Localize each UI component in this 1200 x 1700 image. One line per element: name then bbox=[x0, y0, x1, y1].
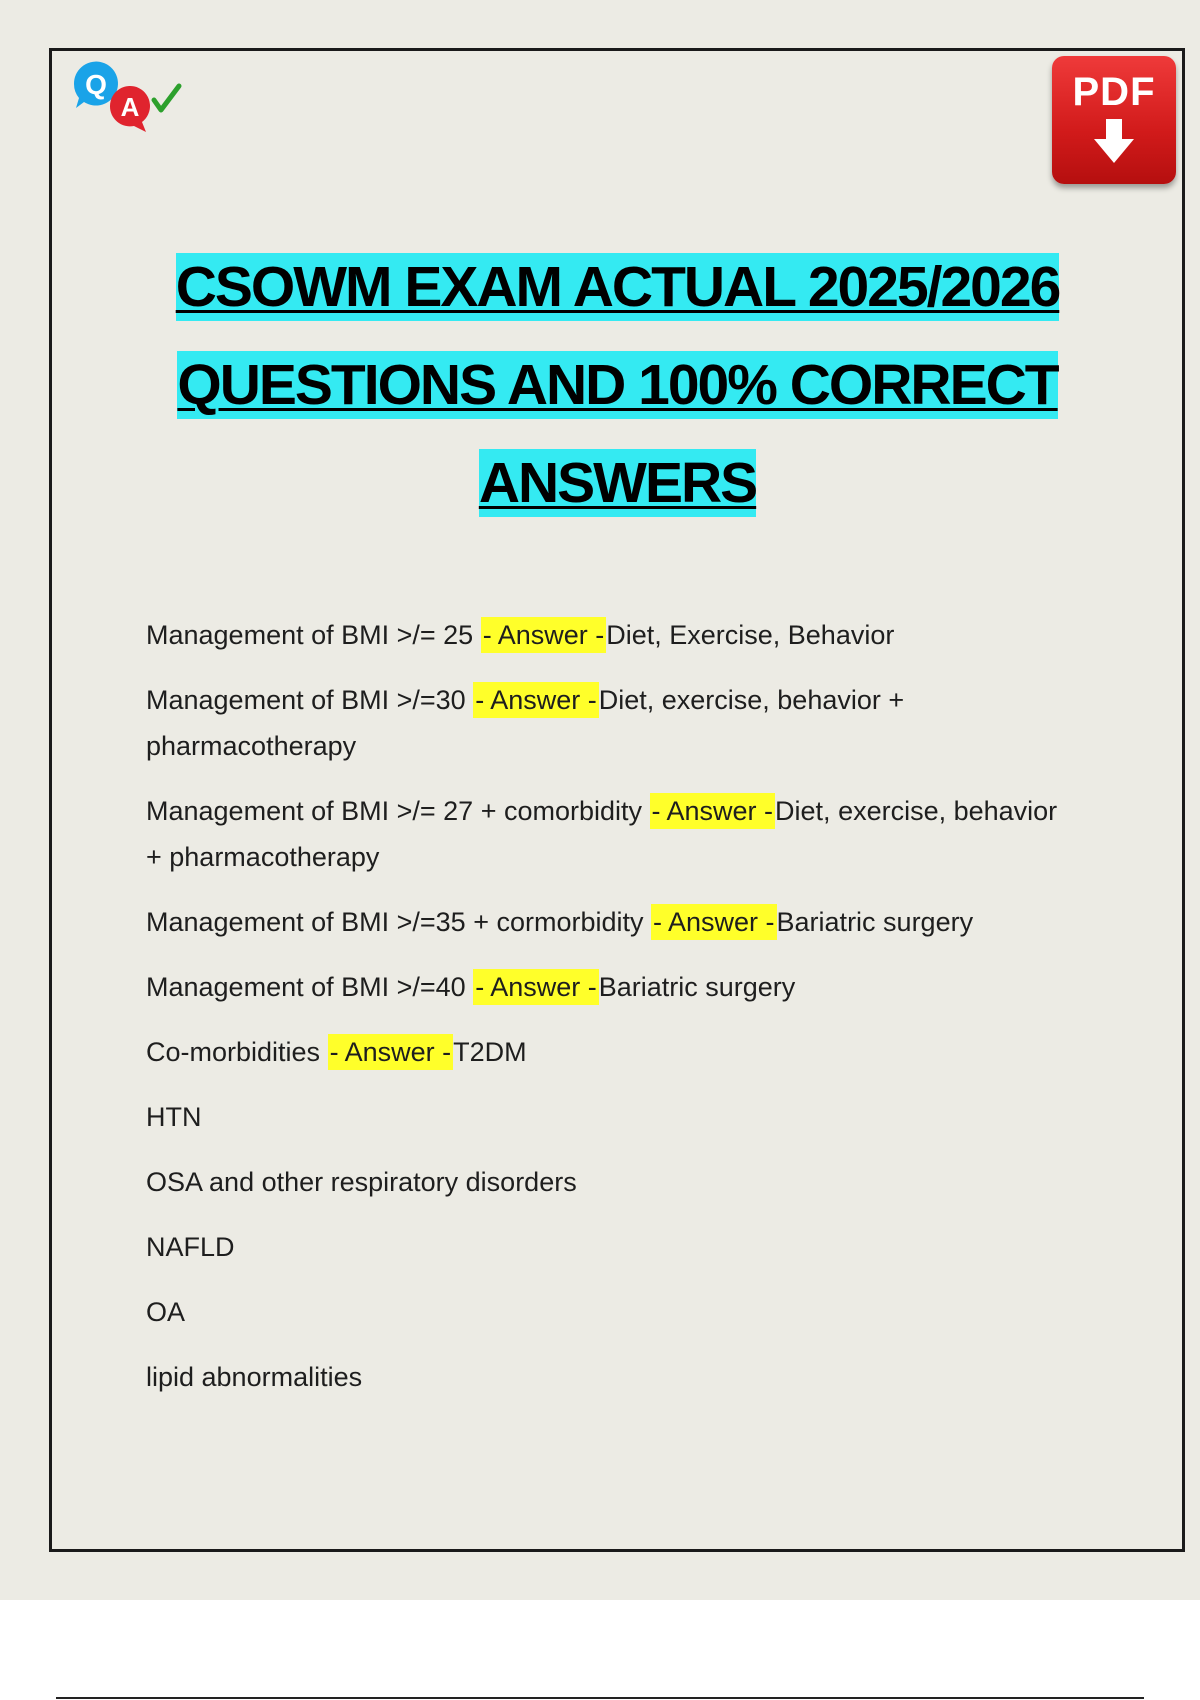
list-item: lipid abnormalities bbox=[146, 1362, 363, 1392]
answer-text: T2DM bbox=[453, 1037, 527, 1067]
question-text: Management of BMI >/=30 bbox=[146, 685, 474, 715]
answer-marker: - Answer - bbox=[650, 793, 776, 829]
answer-marker: - Answer - bbox=[651, 904, 777, 940]
answer-text: Bariatric surgery bbox=[598, 972, 796, 1002]
qa-item bbox=[146, 612, 1076, 658]
question-text: Co-morbidities bbox=[146, 1037, 328, 1067]
question-text: Management of BMI >/= 27 + comorbidity bbox=[146, 796, 650, 826]
document-title bbox=[120, 238, 1115, 532]
answer-marker: - Answer - bbox=[473, 969, 599, 1005]
qa-item bbox=[146, 964, 1076, 1010]
logo-a-letter: A bbox=[120, 92, 140, 122]
qa-item bbox=[146, 677, 1076, 769]
pdf-download-badge[interactable] bbox=[1052, 56, 1176, 184]
answer-text: Diet, exercise, behavior + pharmacotherapy bbox=[146, 796, 1058, 872]
qa-list bbox=[146, 612, 1076, 1419]
list-item: OA bbox=[146, 1297, 186, 1327]
question-text: Management of BMI >/=40 bbox=[146, 972, 474, 1002]
list-item: OSA and other respiratory disorders bbox=[146, 1167, 577, 1197]
question-text: Management of BMI >/=35 + cormorbidity bbox=[146, 907, 651, 937]
answer-text: Bariatric surgery bbox=[776, 907, 974, 937]
list-item: HTN bbox=[146, 1102, 202, 1132]
answer-marker: - Answer - bbox=[328, 1034, 454, 1070]
answer-text: Diet, Exercise, Behavior bbox=[606, 620, 895, 650]
question-text: Management of BMI >/= 25 bbox=[146, 620, 481, 650]
answer-text: Diet, exercise, behavior + pharmacotherapy bbox=[146, 685, 905, 761]
title-line-2: QUESTIONS AND 100% CORRECT bbox=[177, 353, 1058, 417]
title-line-3: ANSWERS bbox=[478, 451, 757, 515]
qa-checkmark-logo bbox=[68, 56, 198, 136]
pdf-badge-label: PDF bbox=[1072, 70, 1156, 114]
title-line-1: CSOWM EXAM ACTUAL 2025/2026 bbox=[175, 255, 1060, 319]
answer-marker: - Answer - bbox=[473, 682, 599, 718]
download-arrow-icon bbox=[1094, 119, 1134, 165]
qa-item bbox=[146, 788, 1076, 880]
footer-divider bbox=[56, 1697, 1144, 1699]
qa-item bbox=[146, 1029, 1076, 1075]
list-item: NAFLD bbox=[146, 1232, 235, 1262]
answer-marker: - Answer - bbox=[481, 617, 607, 653]
qa-item bbox=[146, 899, 1076, 945]
logo-q-letter: Q bbox=[85, 69, 107, 100]
